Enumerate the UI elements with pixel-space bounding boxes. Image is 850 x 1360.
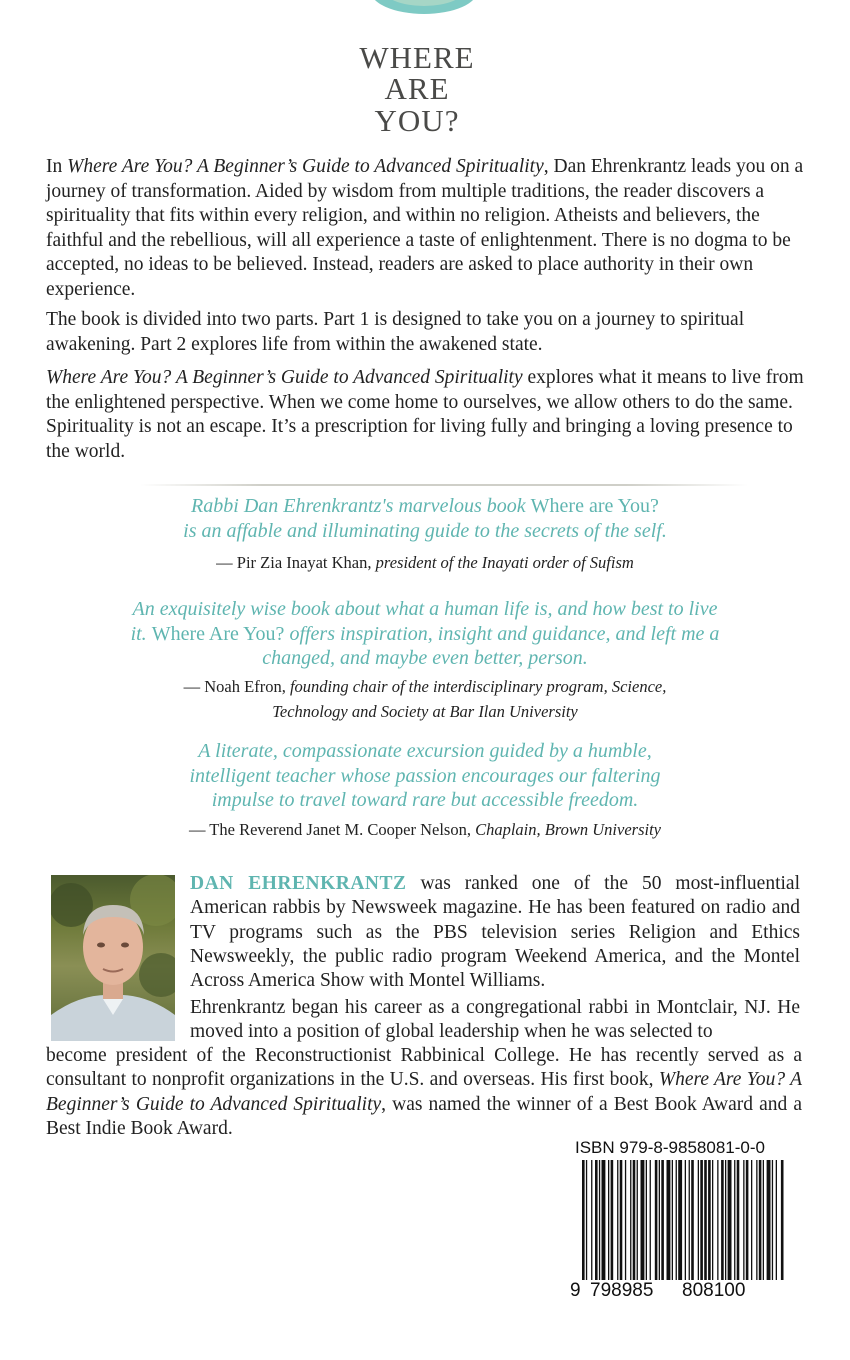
barcode-bar [685, 1160, 686, 1280]
barcode-digits-right: 808100 [682, 1280, 746, 1301]
barcode-bar [756, 1160, 757, 1280]
isbn-label: ISBN 979-8-9858081-0-0 [575, 1138, 765, 1157]
barcode-bar [630, 1160, 631, 1280]
desc-p1-text: In [46, 156, 68, 177]
barcode-bar [637, 1160, 638, 1280]
description-paragraph-1 [46, 155, 806, 302]
barcode-bar [772, 1160, 773, 1280]
endorsement-attribution-3 [0, 818, 850, 843]
barcode-bar [602, 1160, 606, 1280]
quote-text: it. [130, 622, 152, 645]
barcode-bar [763, 1160, 764, 1280]
bio-text: become president of the Reconstructionist Rabbinical College. He has recently served as a consultant to nonprofit organizations in the U.S. and overseas. His first book, [46, 1045, 802, 1091]
title-line-1: WHERE [359, 40, 475, 75]
barcode-bar [608, 1160, 609, 1280]
barcode-bar [676, 1160, 677, 1280]
barcode-bar [717, 1160, 718, 1280]
bio-text: was ranked one of the 50 most-influential American rabbis by Newsweek magazine. He has been featured on radio and TV programs such as the PBS television series Religion and Ethics Newsweekly, the public radio program Weekend America, and the Montel Across America Show with Montel Williams. [190, 873, 800, 992]
barcode-bar [678, 1160, 682, 1280]
barcode-bar [704, 1160, 707, 1280]
barcode-bar [582, 1160, 585, 1280]
endorsement-attribution-1 [0, 551, 850, 576]
barcode-bar [728, 1160, 732, 1280]
book-logo-icon [368, 0, 480, 16]
barcode-bar [781, 1160, 784, 1280]
barcode-bar [737, 1160, 740, 1280]
author-bio-paragraph-1 [190, 872, 800, 993]
endorsement-quote-1 [0, 494, 850, 543]
quote-text: changed, and maybe even better, person. [262, 647, 588, 669]
attribution-name: — Noah Efron, [183, 677, 290, 696]
book-title-italic: Where Are You? A Beginner’s Guide to Advanced Spirituality [46, 367, 523, 388]
endorsement-attribution-2 [0, 675, 850, 724]
title-line-2: ARE [384, 71, 450, 106]
endorsement-quote-2 [0, 597, 850, 671]
barcode-bar [721, 1160, 724, 1280]
quote-text: A literate, compassionate excursion guided by a humble, [198, 740, 652, 762]
barcode-bar [625, 1160, 626, 1280]
barcode-bar [655, 1160, 658, 1280]
barcode-bar [611, 1160, 614, 1280]
divider [140, 484, 748, 486]
barcode-bar [667, 1160, 671, 1280]
barcode-bar [620, 1160, 623, 1280]
barcode-bar [734, 1160, 735, 1280]
endorsement-quote-3 [0, 739, 850, 813]
barcode-bar [698, 1160, 699, 1280]
quote-text: intelligent teacher whose passion encourages our faltering [189, 764, 661, 787]
barcode-bar [595, 1160, 598, 1280]
barcode-bar [650, 1160, 651, 1280]
barcode-bar [725, 1160, 726, 1280]
title-line-3: YOU? [374, 103, 460, 138]
barcode-bar [599, 1160, 600, 1280]
author-bio-paragraph-2-start: Ehrenkrantz began his career as a congregational rabbi in Montclair, NJ. He moved into a position of global leadership when he was selected to [190, 997, 800, 1043]
barcode-digits-left: 798985 [590, 1280, 654, 1301]
barcode-bar [661, 1160, 664, 1280]
barcode-bar [672, 1160, 673, 1280]
barcode-bar [633, 1160, 636, 1280]
barcode-bar [591, 1160, 592, 1280]
barcode-bar [646, 1160, 647, 1280]
quote-text: Rabbi Dan Ehrenkrantz's marvelous book [191, 495, 531, 517]
book-title-italic: Where Are You? A Beginner’s Guide to Advanced Spirituality [46, 1069, 802, 1115]
attribution-role: founding chair of the interdisciplinary program, Science, [289, 677, 667, 696]
description-paragraph-2: The book is divided into two parts. Part 1 is designed to take you on a journey to spiritual awakening. Part 2 explores life from within the awakened state. [46, 309, 745, 355]
author-name: DAN EHRENKRANTZ [190, 873, 407, 894]
barcode-bar [767, 1160, 771, 1280]
barcode-bar [689, 1160, 690, 1280]
attribution-role: Technology and Society at Bar Ilan University [272, 701, 578, 721]
barcode-bar [776, 1160, 777, 1280]
book-title-italic: Where Are You? A Beginner’s Guide to Advanced Spirituality [67, 156, 544, 177]
quote-text: An exquisitely wise book about what a human life is, and how best to live [132, 598, 718, 620]
barcode-bar [751, 1160, 752, 1280]
barcode-bar [586, 1160, 587, 1280]
barcode-bar [743, 1160, 744, 1280]
barcode-bar [746, 1160, 749, 1280]
author-bio-paragraph-2-rest [46, 1044, 802, 1141]
quote-text: is an affable and illuminating guide to the secrets of the self. [183, 519, 667, 542]
barcode-bar [700, 1160, 703, 1280]
barcode-bar [691, 1160, 694, 1280]
barcode-bar [641, 1160, 645, 1280]
quote-book-title: Where Are You? [151, 622, 285, 645]
attribution-name: — Pir Zia Inayat Khan, [216, 553, 376, 572]
desc-p1-text-rest: , Dan Ehrenkrantz leads you on a journey of transformation. Aided by wisdom from multiple traditions, the reader discovers a spirituality that fits within every religion, and within no religion. Atheists and believers, the faithful and the rebellious, will all experience a taste of enlightenment. There is no dogma to be accepted, no ideas to be believed. Instead, readers are asked to place authority in their own experience. [46, 156, 804, 300]
barcode-bar [659, 1160, 660, 1280]
quote-book-title: Where are You? [530, 495, 659, 517]
description-paragraph-3 [46, 366, 806, 464]
barcode-bar [617, 1160, 618, 1280]
bio-text: , was named the winner of a Best Book Award and a Best Indie Book Award. [46, 1093, 802, 1139]
attribution-role: Chaplain, Brown University [475, 820, 662, 839]
barcode-bar [712, 1160, 713, 1280]
barcode-bar [708, 1160, 711, 1280]
quote-text: impulse to travel toward rare but accessible freedom. [211, 789, 639, 811]
barcode-digit-prefix: 9 [570, 1280, 581, 1301]
barcode-bar [759, 1160, 762, 1280]
quote-text: offers inspiration, insight and guidance, and left me a [284, 622, 720, 645]
desc-p3-text: explores what it means to live from the enlightened perspective. When we come home to ourselves, we allow others to do the same. Spirituality is not an escape. It’s a prescription for living fully and bringing a loving presence to the world. [46, 367, 804, 462]
attribution-name: — The Reverend Janet M. Cooper Nelson, [188, 820, 476, 839]
author-photo [51, 875, 175, 1041]
attribution-role: president of the Inayati order of Sufism [375, 553, 634, 572]
